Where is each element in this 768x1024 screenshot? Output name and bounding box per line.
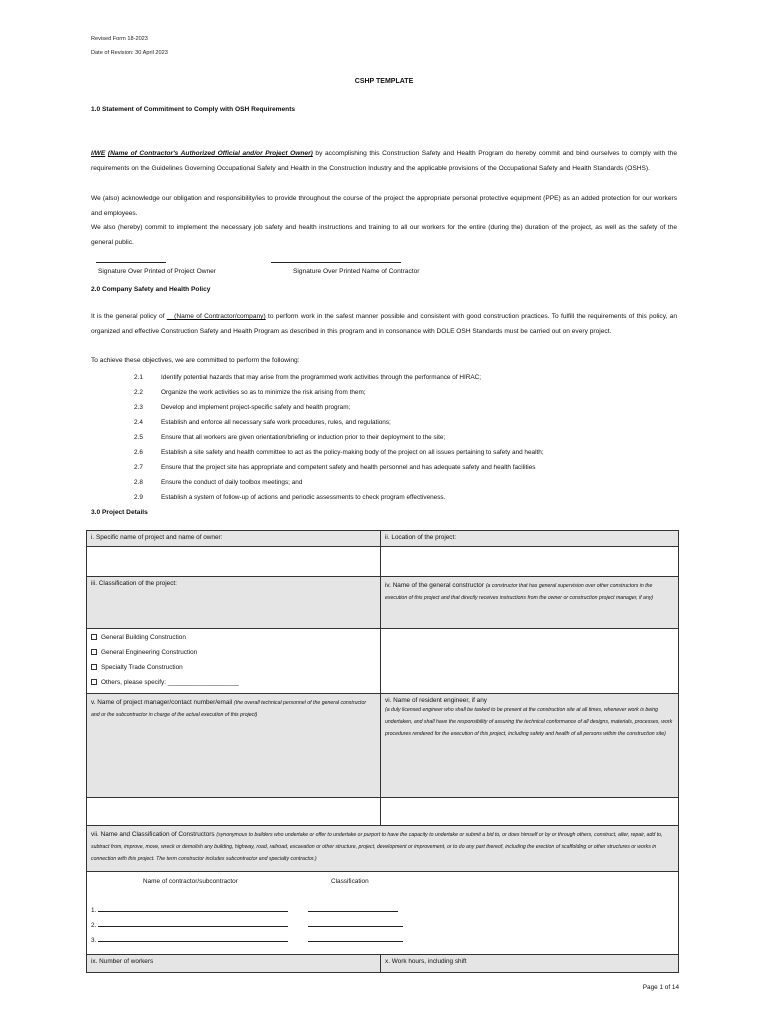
section1-paragraph-1 [91,147,677,176]
checkbox-icon[interactable] [91,679,97,685]
contractor-signature-line [271,262,401,263]
list-item: 2.1 Identify potential hazards that may arise from the programmed work activities through the performance of HIRAC; [134,374,482,381]
resident-engineer-cell [381,694,679,798]
project-details-table [86,530,679,973]
classification-option[interactable]: Specialty Trade Construction [91,660,376,675]
general-constructor-field[interactable] [381,629,679,694]
classification-option[interactable]: Others, please specify: ____________________ [91,675,376,690]
project-classification-label: iii. Classification of the project: [87,577,381,629]
resident-engineer-field[interactable] [381,798,679,826]
col-contractor-name: Name of contractor/subcontractor [143,878,238,885]
classification-options-cell [87,629,381,694]
objectives-intro: To achieve these objectives, we are committed to perform the following: [91,357,300,364]
classification-line[interactable] [308,935,403,942]
constructors-note: (synonymous to builders who undertake or offer to undertake or purport to have the capacity to undertake or submit a bid to, or does himself or by or through others, construct, alter, repair, add to, subtract from, improve, move, wreck or demolish any building, highway, road, railroad, excavation or other structure, project, development or improvement, or to do any part thereof, including the erection of scaffolding or other structures or works in connection with this project. The term constructor includes subcontractor and specialty contractor.) [91,832,663,862]
revision-date: Date of Revision: 30 April 2023 [91,50,168,56]
constructor-row: 2. [91,920,403,929]
classification-options [91,630,376,690]
contractor-name-line[interactable] [98,935,288,942]
list-item: 2.3 Develop and implement project-specific safety and health program; [134,404,351,411]
lead-we: I/WE [91,150,106,157]
project-location-field[interactable] [381,547,679,577]
contractor-name-line[interactable] [98,905,288,912]
project-manager-field[interactable] [87,798,381,826]
constructor-row: 1. [91,905,398,914]
contractor-signature-label: Signature Over Printed Name of Contractor [293,268,420,275]
constructors-list-cell [87,872,679,955]
section1-paragraph-2: We (also) acknowledge our obligation and responsibility/ies to provide throughout the course of the project the appropriate personal protective equipment (PPE) as an added protection for our workers and employees. [91,195,677,217]
classification-line[interactable] [308,920,403,927]
list-item: 2.4 Establish and enforce all necessary safe work procedures, rules, and regulations; [134,419,391,426]
policy-paragraph [91,310,677,339]
owner-signature-label: Signature Over Printed of Project Owner [98,268,217,275]
project-manager-label: v. Name of project manager/contact number/email [91,699,233,706]
project-manager-note: (the overall technical personnel of the general constructor and or the subcontractor in charge of the actual execution of this project) [91,700,367,718]
form-revision: Revised Form 18-2023 [91,36,148,42]
list-item: 2.9 Establish a system of follow-up of actions and periodic assessments to check program effectiveness. [134,494,446,501]
classification-line[interactable] [308,905,398,912]
list-item: 2.8 Ensure the conduct of daily toolbox meetings; and [134,479,303,486]
project-name-field[interactable] [87,547,381,577]
project-location-label: ii. Location of the project: [381,531,679,547]
resident-engineer-note: (a duly licensed engineer who shall be tasked to be present at the construction site at all times, whenever work is being undertaken, and shall have the responsibility of assuring the technical conformance of all designs, materials, processes, work procedures rendered for the execution of this project, including safety and health of all persons within the construction site) [385,707,673,737]
page-number: Page 1 of 14 [642,984,679,991]
section2-heading: 2.0 Company Safety and Health Policy [91,286,211,293]
constructor-row: 3. [91,935,403,944]
policy-rest: to perform work in the safest manner possible and consistent with good construction practices. To fulfill the requirements of this policy, an organized and effective Construction Safety and Health Program as described in this program and in consonance with DOLE OSH Standards must be carried out on every project. [91,313,678,335]
general-constructor-label: iv. Name of the general constructor [385,582,484,589]
policy-prefix: It is the general policy of [91,313,167,320]
constructors-cell [87,826,679,872]
col-classification: Classification [331,878,369,885]
list-item: 2.2 Organize the work activities so as to minimize the risk arising from them; [134,389,366,396]
section1-heading: 1.0 Statement of Commitment to Comply with OSH Requirements [91,106,296,113]
constructors-label: vii. Name and Classification of Constructors [91,831,215,838]
section1-paragraph-3: We also (hereby) commit to implement the necessary job safety and health instructions and training to all our workers for the entire (during the) duration of the project, as well as the safety of the general public. [91,224,677,246]
checkbox-icon[interactable] [91,664,97,670]
list-item: 2.5 Ensure that all workers are given orientation/briefing or induction prior to their deployment to the site; [134,434,446,441]
work-hours-label: x. Work hours, including shift [381,955,679,973]
resident-engineer-label: vi. Name of resident engineer, if any [385,697,487,704]
number-of-workers-label: ix. Number of workers [87,955,381,973]
contractor-name-line[interactable] [98,920,288,927]
classification-option[interactable]: General Engineering Construction [91,645,376,660]
document-title: CSHP TEMPLATE [354,78,414,85]
owner-signature-line [96,262,166,263]
checkbox-icon[interactable] [91,649,97,655]
section3-heading: 3.0 Project Details [91,509,148,516]
checkbox-icon[interactable] [91,634,97,640]
lead-official-name: (Name of Contractor's Authorized Official and/or Project Owner) [107,150,313,157]
commitments-list [134,371,544,506]
list-item: 2.7 Ensure that the project site has appropriate and competent safety and health personnel and has adequate safety and health facilities [134,464,536,471]
project-name-label: i. Specific name of project and name of owner: [87,531,381,547]
general-constructor-cell [381,577,679,629]
policy-contractor-name: __(Name of Contractor/company) [166,313,266,320]
classification-option[interactable]: General Building Construction [91,630,376,645]
list-item: 2.6 Establish a site safety and health committee to act as the policy-making body of the project on all issues pertaining to safety and health; [134,449,544,456]
general-constructor-note: (a constructor that has general supervision over other constructors in the execution of this project and that directly receives instructions from the owner or construction project manager, if any) [385,583,654,601]
section1-p1-text: by accomplishing this Construction Safety and Health Program do hereby commit and bind ourselves to comply with the requirements on the Guidelines Governing Occupational Safety and Health in the Construction Industry and the applicable provisions of the Occupational Safety and Health Standards (OSHS). [91,150,677,172]
project-manager-cell [87,694,381,798]
